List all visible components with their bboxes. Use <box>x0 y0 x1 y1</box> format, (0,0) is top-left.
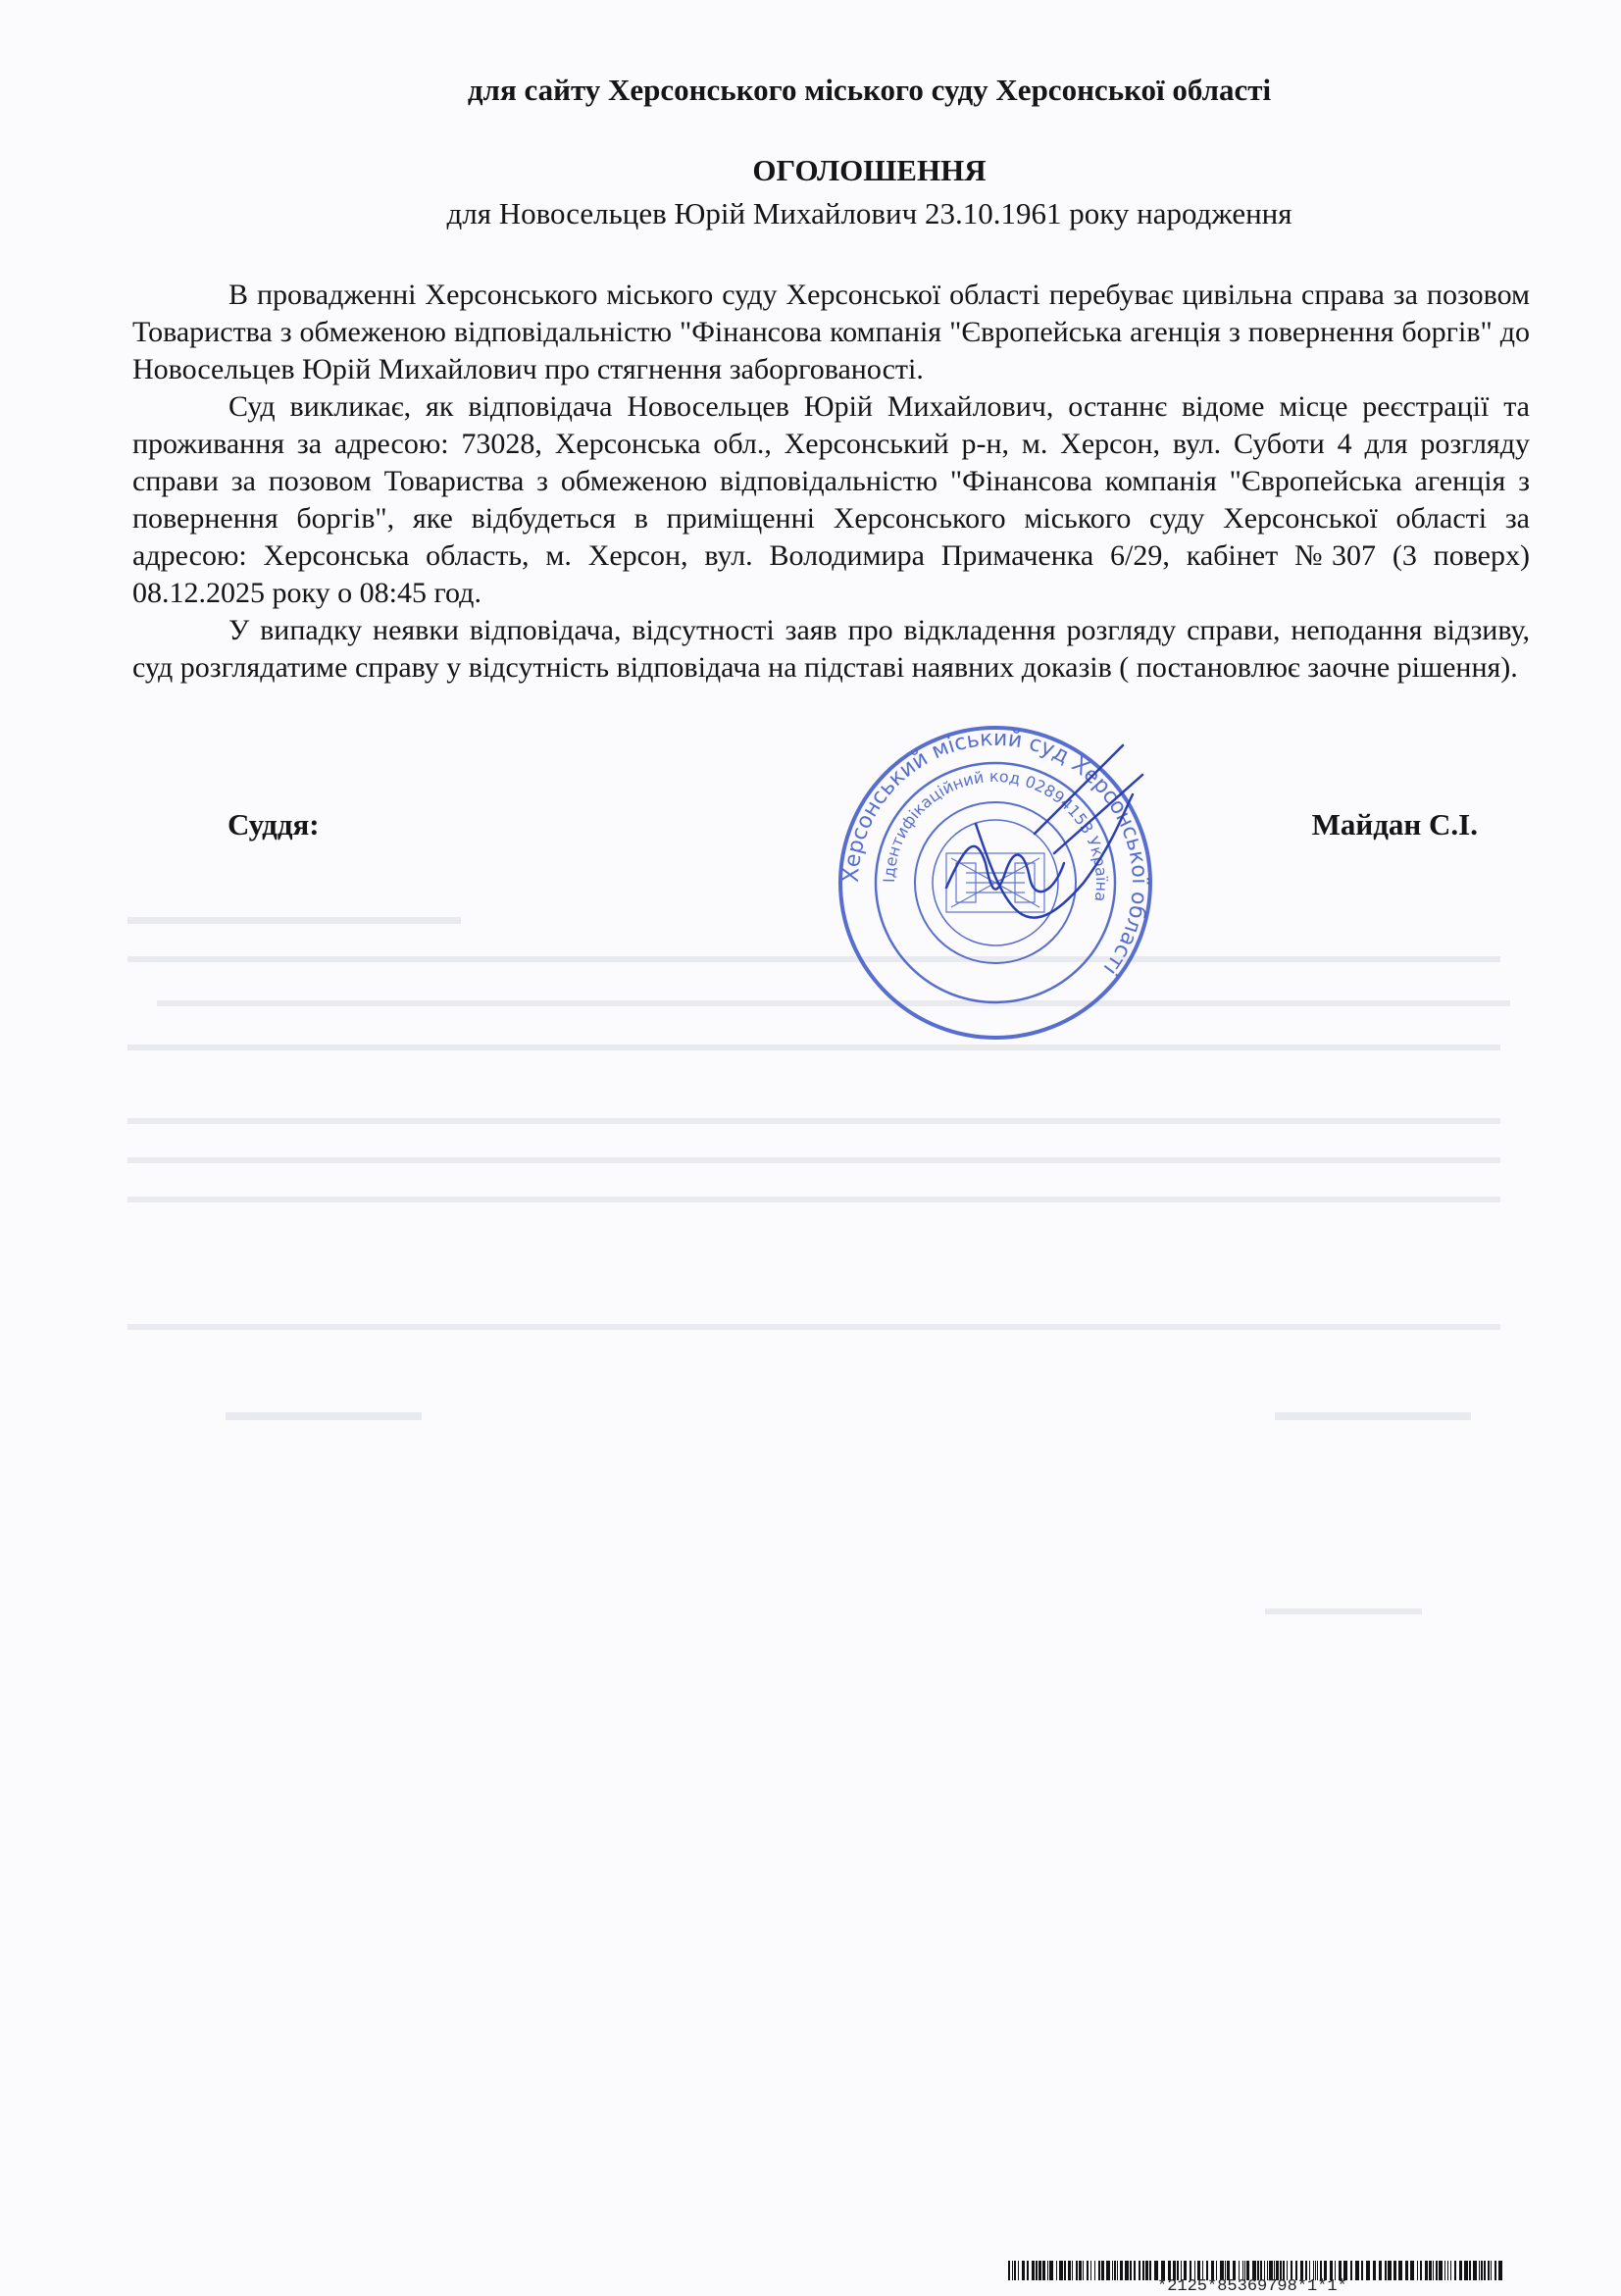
paragraph-absence-consequence: У випадку неявки відповідача, відсутності заяв про відкладення розгляду справи, неподання відзиву, суд розглядатиме справу у відсутність відповідача на підставі наявних доказів ( постановлює заочне рішення). <box>132 614 1530 684</box>
document-subtitle: для Новосельцев Юрій Михайлович 23.10.1961 року народження <box>446 196 1292 230</box>
paragraph-summons: Суд викликає, як відповідача Новосельцев Юрій Михайлович, останнє відоме місце реєстрації та проживання за адресою: 73028, Херсонська обл., Херсонський р-н, м. Херсон, вул. Суботи 4 для розгляду справи за позовом Товариства з обмеженою відповідальністю "Фінансова компанія "Європейська агенція з повернення боргів", яке відбудеться в приміщенні Херсонського міського суду Херсонської області за адресою: Херсонська область, м. Херсон, вул. Володимира Примаченка 6/29, кабінет №307 (3 поверх) 08.12.2025 року о 08:45 год. <box>132 390 1530 609</box>
seal-inner-text: Ідентифікаційний код 02894153 Україна <box>879 766 1112 903</box>
court-seal-stamp <box>829 716 1162 1049</box>
barcode-number: *2125*85369798*1*1* <box>1157 2277 1347 2296</box>
seal-outer-text: Херсонський міський суд Херсонської області <box>838 726 1152 980</box>
paragraph-case-description: В провадженні Херсонського міського суду Херсонської області перебуває цивільна справа за позовом Товариства з обмеженою відповідальністю "Фінансова компанія "Європейська агенція з повернення боргів" до Новосельцев Юрій Михайлович про стягнення заборгованості. <box>132 279 1530 385</box>
judge-label: Суддя: <box>228 807 320 842</box>
document-title: ОГОЛОШЕННЯ <box>752 153 987 187</box>
judge-name: Майдан С.І. <box>1311 807 1478 842</box>
seal-emblem-icon <box>946 853 1044 912</box>
document-header-note: для сайту Херсонського міського суду Херсонської області <box>467 73 1272 107</box>
document-body <box>132 277 1530 687</box>
